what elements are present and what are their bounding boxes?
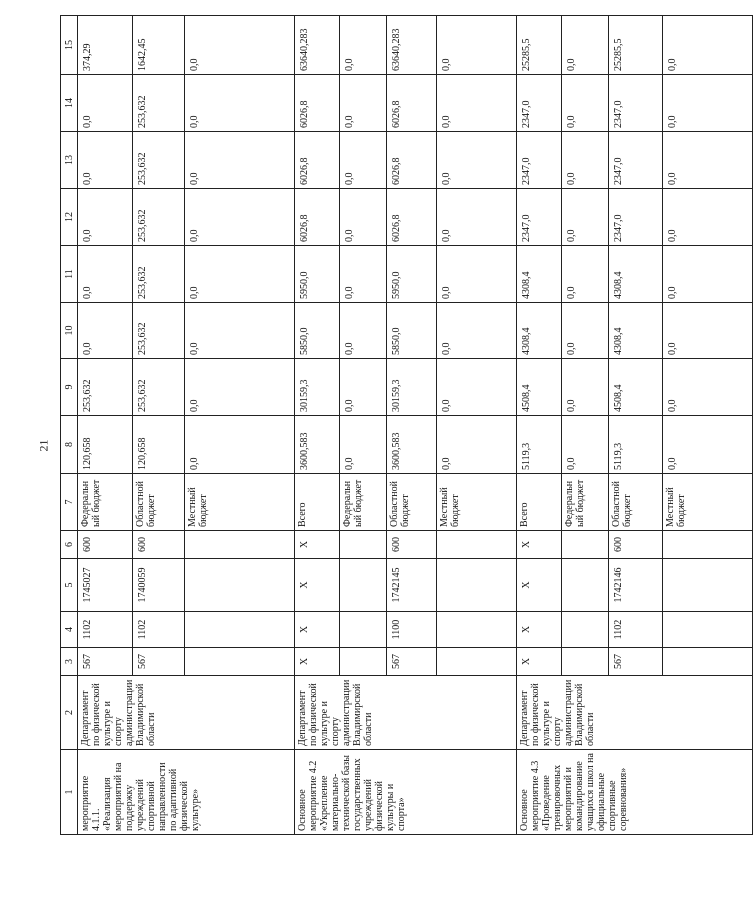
code-cell: 1745027 <box>78 559 133 612</box>
code-cell: 1102 <box>78 612 133 648</box>
value-cell: 5950,0 <box>295 246 340 303</box>
value-cell: 253,632 <box>133 189 185 246</box>
measure-name-cell: мероприятие 4.1.1. «Реализация мероприятий на поддержку учреждений спортивной направленности по адаптивной физической культуре» <box>78 750 295 835</box>
value-cell: 6026,8 <box>387 132 437 189</box>
value-cell: 0,0 <box>562 16 609 75</box>
code-cell <box>663 531 753 559</box>
value-cell: 0,0 <box>340 359 387 416</box>
funding-source-cell: Всего <box>517 474 562 531</box>
department-cell: Департамент по физической культуре и спорту администрации Владимирской области <box>295 676 517 750</box>
value-cell: 0,0 <box>185 359 295 416</box>
code-cell: X <box>517 612 562 648</box>
value-cell: 0,0 <box>663 132 753 189</box>
value-cell: 0,0 <box>185 246 295 303</box>
code-cell: X <box>295 531 340 559</box>
value-cell: 0,0 <box>185 303 295 359</box>
value-cell: 120,658 <box>78 416 133 474</box>
value-cell: 4508,4 <box>609 359 663 416</box>
code-cell <box>562 559 609 612</box>
measure-name-cell: Основное мероприятие 4.3 «Проведение тренировочных мероприятий и командирование учащихся школ на официальные спортивные соревнования» <box>517 750 753 835</box>
budget-table <box>60 15 753 835</box>
code-cell <box>663 559 753 612</box>
value-cell: 6026,8 <box>295 132 340 189</box>
code-cell: 600 <box>133 531 185 559</box>
value-cell: 2347,0 <box>609 75 663 132</box>
column-header: 15 <box>61 16 78 75</box>
code-cell: 1742145 <box>387 559 437 612</box>
funding-source-cell: Местный бюджет <box>185 474 295 531</box>
funding-source-cell: Федеральн ый бюджет <box>562 474 609 531</box>
column-header: 6 <box>61 531 78 559</box>
code-cell: 1740059 <box>133 559 185 612</box>
value-cell: 0,0 <box>340 189 387 246</box>
value-cell: 4308,4 <box>517 303 562 359</box>
value-cell: 0,0 <box>78 303 133 359</box>
value-cell: 0,0 <box>437 132 517 189</box>
value-cell: 2347,0 <box>517 75 562 132</box>
value-cell: 2347,0 <box>517 132 562 189</box>
code-cell <box>663 648 753 676</box>
code-cell: 1102 <box>133 612 185 648</box>
value-cell: 0,0 <box>562 416 609 474</box>
value-cell: 3600,583 <box>295 416 340 474</box>
value-cell: 253,632 <box>133 246 185 303</box>
value-cell: 25285,5 <box>517 16 562 75</box>
value-cell: 2347,0 <box>609 189 663 246</box>
value-cell: 0,0 <box>340 416 387 474</box>
code-cell: 1742146 <box>609 559 663 612</box>
code-cell <box>437 648 517 676</box>
column-header: 5 <box>61 559 78 612</box>
value-cell: 5850,0 <box>295 303 340 359</box>
value-cell: 374,29 <box>78 16 133 75</box>
value-cell: 0,0 <box>437 16 517 75</box>
measure-name-cell: Основное мероприятие 4.2 «Укрепление материально-технической базы государственных учреждений физической культуры и спорта» <box>295 750 517 835</box>
value-cell: 0,0 <box>663 75 753 132</box>
value-cell: 0,0 <box>185 75 295 132</box>
value-cell: 0,0 <box>663 359 753 416</box>
code-cell <box>185 531 295 559</box>
value-cell: 0,0 <box>340 303 387 359</box>
value-cell: 5850,0 <box>387 303 437 359</box>
value-cell: 0,0 <box>562 246 609 303</box>
value-cell: 25285,5 <box>609 16 663 75</box>
value-cell: 2347,0 <box>517 189 562 246</box>
value-cell: 0,0 <box>663 246 753 303</box>
value-cell: 2347,0 <box>609 132 663 189</box>
code-cell: 567 <box>78 648 133 676</box>
value-cell: 0,0 <box>340 246 387 303</box>
value-cell: 63640,283 <box>295 16 340 75</box>
code-cell: 600 <box>78 531 133 559</box>
code-cell: X <box>295 612 340 648</box>
column-header: 13 <box>61 132 78 189</box>
department-cell: Департамент по физической культуре и спорту администрации Владимирской области <box>78 676 295 750</box>
value-cell: 120,658 <box>133 416 185 474</box>
value-cell: 0,0 <box>78 132 133 189</box>
value-cell: 253,632 <box>133 132 185 189</box>
code-cell <box>437 612 517 648</box>
code-cell <box>437 531 517 559</box>
value-cell: 30159,3 <box>387 359 437 416</box>
column-header: 10 <box>61 303 78 359</box>
column-header: 7 <box>61 474 78 531</box>
value-cell: 0,0 <box>663 416 753 474</box>
value-cell: 1642,45 <box>133 16 185 75</box>
code-cell <box>340 531 387 559</box>
value-cell: 0,0 <box>78 75 133 132</box>
value-cell: 5950,0 <box>387 246 437 303</box>
value-cell: 0,0 <box>437 246 517 303</box>
value-cell: 4308,4 <box>517 246 562 303</box>
code-cell: X <box>517 531 562 559</box>
column-header: 8 <box>61 416 78 474</box>
value-cell: 6026,8 <box>295 189 340 246</box>
department-cell: Департамент по физической культуре и спорту администрации Владимирской области <box>517 676 753 750</box>
funding-source-cell: Федеральн ый бюджет <box>78 474 133 531</box>
value-cell: 0,0 <box>437 303 517 359</box>
code-cell <box>562 531 609 559</box>
code-cell <box>340 612 387 648</box>
code-cell: 567 <box>387 648 437 676</box>
funding-source-cell: Местный бюджет <box>437 474 517 531</box>
value-cell: 0,0 <box>340 132 387 189</box>
value-cell: 0,0 <box>562 132 609 189</box>
value-cell: 0,0 <box>185 189 295 246</box>
value-cell: 0,0 <box>437 75 517 132</box>
code-cell: 1102 <box>609 612 663 648</box>
value-cell: 6026,8 <box>387 189 437 246</box>
column-header: 11 <box>61 246 78 303</box>
value-cell: 0,0 <box>562 303 609 359</box>
code-cell <box>562 648 609 676</box>
code-cell: 600 <box>609 531 663 559</box>
value-cell: 0,0 <box>663 16 753 75</box>
value-cell: 253,632 <box>133 75 185 132</box>
value-cell: 0,0 <box>663 189 753 246</box>
value-cell: 5119,3 <box>517 416 562 474</box>
funding-source-cell: Областной бюджет <box>609 474 663 531</box>
column-header: 4 <box>61 612 78 648</box>
value-cell: 6026,8 <box>387 75 437 132</box>
code-cell: 600 <box>387 531 437 559</box>
column-header: 14 <box>61 75 78 132</box>
rotated-table-wrapper <box>58 0 687 905</box>
column-header: 9 <box>61 359 78 416</box>
table-row <box>78 16 133 835</box>
value-cell: 0,0 <box>437 359 517 416</box>
code-cell <box>562 612 609 648</box>
value-cell: 0,0 <box>78 246 133 303</box>
code-cell: X <box>295 648 340 676</box>
value-cell: 0,0 <box>562 189 609 246</box>
value-cell: 0,0 <box>437 416 517 474</box>
table-row <box>517 16 562 835</box>
code-cell: X <box>517 648 562 676</box>
funding-source-cell: Всего <box>295 474 340 531</box>
funding-source-cell: Областной бюджет <box>387 474 437 531</box>
table-row <box>295 16 340 835</box>
code-cell <box>340 559 387 612</box>
code-cell <box>185 559 295 612</box>
code-cell <box>663 612 753 648</box>
code-cell: 567 <box>609 648 663 676</box>
value-cell: 63640,283 <box>387 16 437 75</box>
code-cell: X <box>295 559 340 612</box>
code-cell <box>185 612 295 648</box>
column-header: 12 <box>61 189 78 246</box>
value-cell: 0,0 <box>78 189 133 246</box>
page-number: 21 <box>36 439 51 452</box>
funding-source-cell: Областной бюджет <box>133 474 185 531</box>
value-cell: 3600,583 <box>387 416 437 474</box>
value-cell: 30159,3 <box>295 359 340 416</box>
value-cell: 253,632 <box>133 303 185 359</box>
funding-source-cell: Федеральн ый бюджет <box>340 474 387 531</box>
funding-source-cell: Местный бюджет <box>663 474 753 531</box>
header-row <box>61 16 78 835</box>
code-cell: 1100 <box>387 612 437 648</box>
code-cell <box>185 648 295 676</box>
column-header: 2 <box>61 676 78 750</box>
value-cell: 0,0 <box>185 132 295 189</box>
value-cell: 0,0 <box>185 16 295 75</box>
value-cell: 253,632 <box>133 359 185 416</box>
value-cell: 0,0 <box>185 416 295 474</box>
value-cell: 4508,4 <box>517 359 562 416</box>
column-header: 3 <box>61 648 78 676</box>
value-cell: 6026,8 <box>295 75 340 132</box>
code-cell: X <box>517 559 562 612</box>
table-body <box>61 16 753 835</box>
value-cell: 0,0 <box>437 189 517 246</box>
value-cell: 0,0 <box>340 16 387 75</box>
code-cell <box>437 559 517 612</box>
value-cell: 5119,3 <box>609 416 663 474</box>
value-cell: 4308,4 <box>609 246 663 303</box>
column-header: 1 <box>61 750 78 835</box>
value-cell: 0,0 <box>340 75 387 132</box>
value-cell: 253,632 <box>78 359 133 416</box>
code-cell <box>340 648 387 676</box>
value-cell: 0,0 <box>562 75 609 132</box>
value-cell: 4308,4 <box>609 303 663 359</box>
value-cell: 0,0 <box>562 359 609 416</box>
value-cell: 0,0 <box>663 303 753 359</box>
code-cell: 567 <box>133 648 185 676</box>
